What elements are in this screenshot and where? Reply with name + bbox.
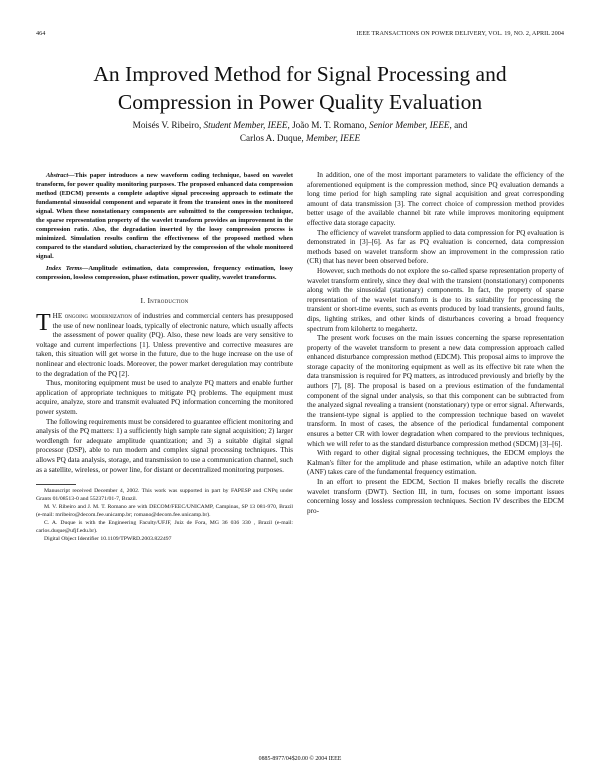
footnote: Digital Object Identifier 10.1109/TPWRD.2003.822497	[44, 535, 172, 542]
body-paragraph: However, such methods do not explore the so-called sparse representation property of wavelet transform entirely, since they deal with the transient (nonstationary) components along with the sinusoidal (stationary) components. In fact, the property of sparse representation of the wavelet transform is due to its suitability for processing the transient or short-time events, such as events produced by load transients, ground faults, dips, lighting strikes, and other kinds of disturbances covering a broad frequency spectrum from kilohertz to megahertz.	[307, 266, 564, 333]
abstract-text: This paper introduces a new waveform coding technique, based on wavelet transform, for power quality monitoring purposes. The proposed enhanced data compression method (EDCM) presents a complete adaptive signal processing approach to estimate the fundamental sinusoidal component and separate it from the transient ones in the monitored signal. When these nonstationary components are submitted to the compression technique, the sparse representation property of the wavelet transform provides an improvement in the compression ratio. Also, the degradation inserted by the lossy compression process is minimized. Simulation results confirm the effectiveness of the proposed method when compared to the standard solution, characterized by the compression of the whole monitored signal.	[36, 172, 293, 260]
journal-name: IEEE TRANSACTIONS ON POWER DELIVERY, VOL. 19, NO. 2, APRIL 2004	[356, 30, 564, 37]
abstract-label: Abstract—	[46, 172, 75, 179]
section-number: I.	[140, 296, 148, 305]
author-conjunction: , and	[449, 120, 468, 130]
intro-paragraph-3: The following requirements must be considered to guarantee efficient monitoring and analysis of the PQ matters: 1) a sufficiently high sample rate signal acquisition; 2) larger wordlength for adequate amplitude quantization; and 3) a suitable digital signal processor (DSP), able to run modern and complex signal processing techniques. This allows PQ data analysis, storage, and transmission to use a communication channel, such as a satellite, wireless, or power line, for distant or decentralized monitoring purposes.	[36, 417, 293, 474]
intro-paragraph-2: Thus, monitoring equipment must be used to analyze PQ matters and enable further application of appropriate techniques to mitigate PQ problems. The equipment must acquire, analyze, store and transmit evaluated PQ information concerning the monitored power system.	[36, 379, 293, 416]
drop-cap-continuation: HE ongoing modernization	[52, 312, 132, 320]
paper-title: An Improved Method for Signal Processing and Compression in Power Quality Evaluation	[93, 62, 507, 114]
left-column	[36, 171, 293, 543]
body-paragraph: The present work focuses on the main issues concerning the sparse representation property of the wavelet transform to present a new data compression approach called enhanced disturbance compression method (EDCM). This proposal aims to improve the storage capacity of the monitoring equipment as well as its effective bit rate when the data transmission is required for PQ matters, as introduced previously and briefly by the authors [7], [8]. The proposal is based on a previous estimation of the fundamental component of the signal under analysis, so that this component can be subtracted from the analyzed signal revealing a transient (nonstationary) type or error signal. Afterwards, the transient-type signal is applied to the compression technique based on wavelet transform. In most of cases, the absence of the periodical fundamental component ensures a better CR with lower degradation when compared to the previous techniques, which we will refer to as the standard disturbance compression method (SDCM) [3]–[6].	[307, 334, 564, 448]
footnote-rule	[36, 484, 76, 485]
author-line-1	[60, 119, 540, 132]
copyright-footer: 0885-8977/04$20.00 © 2004 IEEE	[258, 756, 342, 762]
author-role: Senior Member, IEEE	[369, 120, 450, 130]
body-paragraph: In addition, one of the most important parameters to validate the efficiency of the aforementioned equipment is the compression method, since PQ evaluation demands a long time period for high sampling rate signal acquisition and great corresponding amount of data transmission [3]. The correct choice of compression method provides better usage of the available channel bit rate while improves monitoring equipment effective data storage capacity.	[307, 171, 564, 227]
right-column	[307, 171, 564, 516]
section-title: Introduction	[147, 296, 189, 305]
author-romano: , João M. T. Romano,	[287, 120, 370, 130]
footnote: C. A. Duque is with the Engineering Faculty/UFJF, Juiz de Fora, MG 36 036 330 , Brazil (e-mail: carlos.duque@ufjf.edu.br).	[36, 519, 293, 534]
body-paragraph: The efficiency of wavelet transform applied to data compression for PQ evaluation is demonstrated in [3]–[6]. As far as PQ evaluation is concerned, data compression methods based on wavelet transform show an improvement in the compression ratio (CR) that has never been observed before.	[307, 228, 564, 266]
intro-text: of industries and commercial centers has presupposed the use of new nonlinear loads, typically of electronic nature, which usually affects the assessment of power quality (PQ). Also, these new loads are very sensitive to voltage and current imperfections [1]. Unless preventive and corrective measures are taken, this situation will get worse in the future, due to the huge increase on the use of nonlinear and electronic loads. Moreover, the power market deregulation may contribute to the degradation of the PQ [2].	[36, 312, 293, 378]
index-terms-label: Index Terms—	[46, 265, 89, 272]
index-terms	[36, 264, 293, 282]
author-role: Member, IEEE	[306, 132, 361, 143]
running-header	[36, 30, 564, 40]
footnote: M. V. Ribeiro and J. M. T. Romano are with DECOM/FEEC/UNICAMP, Campinas, SP 13 081-970, Brazil (e-mail: mribeiro@decom.fee.unicamp.br; romano@decom.fee.unicamp.br).	[36, 503, 293, 518]
drop-cap: T	[36, 310, 51, 336]
author-ribeiro: Moisés V. Ribeiro,	[132, 120, 204, 130]
author-duque: Carlos A. Duque,	[239, 132, 306, 143]
footnote: Manuscript received December 4, 2002. This work was supported in part by FAPESP and CNPq under Grants 01/08513-0 and 552371/01-7, Brazil.	[36, 488, 293, 502]
page-number: 464	[36, 30, 46, 37]
body-paragraph: With regard to other digital signal processing techniques, the EDCM employs the Kalman's filter for the amplitude and phase estimation, while an adaptive notch filter (ANF) takes care of the fundamental frequency estimation.	[307, 449, 564, 477]
author-block	[60, 119, 540, 144]
section-heading	[36, 296, 293, 305]
author-role: Student Member, IEEE	[203, 120, 288, 130]
author-line-2	[60, 132, 540, 145]
abstract	[36, 171, 293, 261]
index-terms-text: Amplitude estimation, data compression, frequency estimation, lossy compression, lossless compression, phase estimation, power quality, wavelet transforms.	[36, 265, 293, 281]
body-paragraph: In an effort to present the EDCM, Section II makes briefly recalls the discrete wavelet transform (DWT). Section III, in turn, focuses on some important issues concerning lossy and lossless compression techniques. Section IV describes the EDCM pro-	[307, 478, 564, 515]
intro-paragraph-1	[36, 312, 293, 379]
